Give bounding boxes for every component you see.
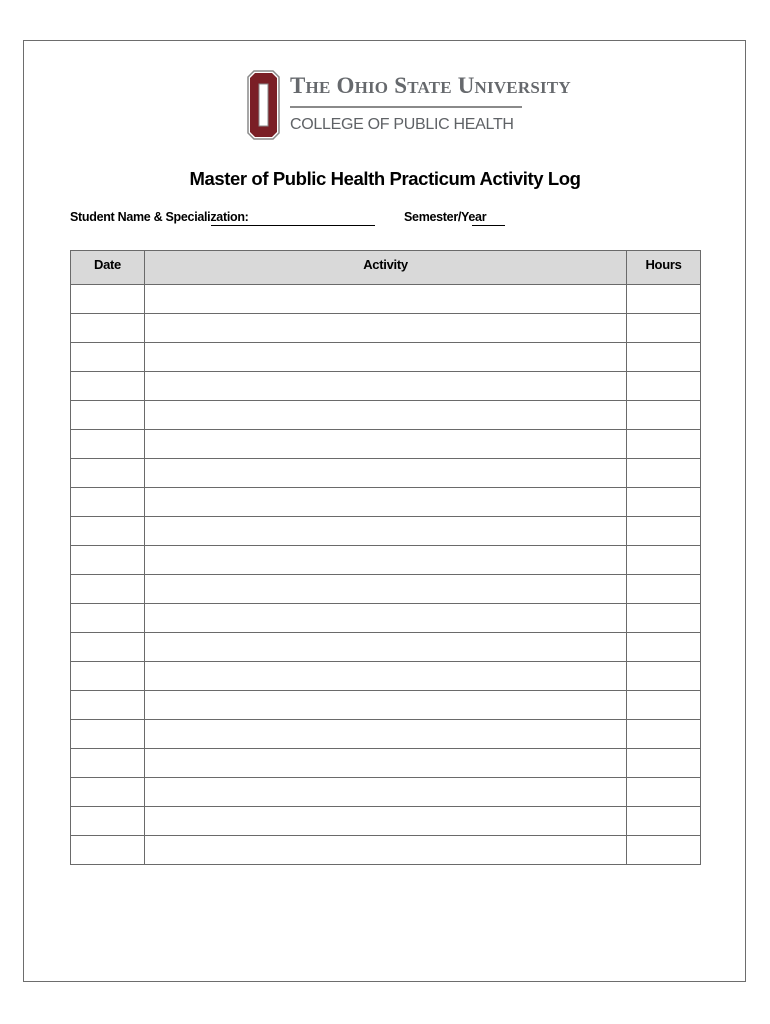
- activity-cell[interactable]: [145, 778, 627, 807]
- date-cell[interactable]: [71, 517, 145, 546]
- activity-cell[interactable]: [145, 575, 627, 604]
- hours-cell[interactable]: [627, 488, 701, 517]
- column-header-activity: Activity: [145, 251, 627, 285]
- hours-cell[interactable]: [627, 372, 701, 401]
- column-header-date: Date: [71, 251, 145, 285]
- table-row: [71, 662, 701, 691]
- block-o-logo-icon: [247, 70, 280, 140]
- activity-cell[interactable]: [145, 662, 627, 691]
- table-row: [71, 372, 701, 401]
- date-cell[interactable]: [71, 575, 145, 604]
- hours-cell[interactable]: [627, 575, 701, 604]
- hours-cell[interactable]: [627, 633, 701, 662]
- semester-year-field[interactable]: [472, 225, 505, 226]
- table-row: [71, 604, 701, 633]
- hours-cell[interactable]: [627, 720, 701, 749]
- date-cell[interactable]: [71, 633, 145, 662]
- activity-cell[interactable]: [145, 488, 627, 517]
- activity-cell[interactable]: [145, 633, 627, 662]
- table-row: [71, 430, 701, 459]
- hours-cell[interactable]: [627, 314, 701, 343]
- table-row: [71, 778, 701, 807]
- date-cell[interactable]: [71, 401, 145, 430]
- activity-cell[interactable]: [145, 401, 627, 430]
- activity-cell[interactable]: [145, 691, 627, 720]
- hours-cell[interactable]: [627, 343, 701, 372]
- hours-cell[interactable]: [627, 430, 701, 459]
- table-row: [71, 517, 701, 546]
- table-row: [71, 691, 701, 720]
- table-row: [71, 836, 701, 865]
- activity-log-table: [70, 250, 701, 865]
- date-cell[interactable]: [71, 604, 145, 633]
- hours-cell[interactable]: [627, 459, 701, 488]
- activity-cell[interactable]: [145, 459, 627, 488]
- table-row: [71, 720, 701, 749]
- activity-cell[interactable]: [145, 546, 627, 575]
- header-fields: [70, 210, 710, 230]
- table-row: [71, 488, 701, 517]
- table-row: [71, 807, 701, 836]
- date-cell[interactable]: [71, 662, 145, 691]
- hours-cell[interactable]: [627, 285, 701, 314]
- date-cell[interactable]: [71, 807, 145, 836]
- date-cell[interactable]: [71, 314, 145, 343]
- activity-cell[interactable]: [145, 372, 627, 401]
- hours-cell[interactable]: [627, 691, 701, 720]
- date-cell[interactable]: [71, 372, 145, 401]
- table-row: [71, 343, 701, 372]
- activity-cell[interactable]: [145, 343, 627, 372]
- activity-cell[interactable]: [145, 517, 627, 546]
- activity-cell[interactable]: [145, 807, 627, 836]
- hours-cell[interactable]: [627, 662, 701, 691]
- table-header-row: [71, 251, 701, 285]
- date-cell[interactable]: [71, 778, 145, 807]
- date-cell[interactable]: [71, 488, 145, 517]
- university-name: THE OHIO STATE UNIVERSITY: [290, 73, 571, 98]
- semester-year-label: Semester/Year: [404, 210, 487, 224]
- date-cell[interactable]: [71, 459, 145, 488]
- table-row: [71, 546, 701, 575]
- date-cell[interactable]: [71, 720, 145, 749]
- logo-divider: [290, 106, 522, 108]
- activity-cell[interactable]: [145, 430, 627, 459]
- date-cell[interactable]: [71, 691, 145, 720]
- hours-cell[interactable]: [627, 517, 701, 546]
- date-cell[interactable]: [71, 285, 145, 314]
- activity-cell[interactable]: [145, 285, 627, 314]
- hours-cell[interactable]: [627, 749, 701, 778]
- activity-cell[interactable]: [145, 314, 627, 343]
- activity-cell[interactable]: [145, 836, 627, 865]
- hours-cell[interactable]: [627, 604, 701, 633]
- hours-cell[interactable]: [627, 546, 701, 575]
- date-cell[interactable]: [71, 749, 145, 778]
- table-row: [71, 285, 701, 314]
- date-cell[interactable]: [71, 546, 145, 575]
- table-row: [71, 749, 701, 778]
- activity-cell[interactable]: [145, 604, 627, 633]
- date-cell[interactable]: [71, 836, 145, 865]
- date-cell[interactable]: [71, 430, 145, 459]
- college-name: COLLEGE OF PUBLIC HEALTH: [290, 116, 514, 133]
- table-row: [71, 459, 701, 488]
- activity-cell[interactable]: [145, 749, 627, 778]
- activity-cell[interactable]: [145, 720, 627, 749]
- student-name-label: Student Name & Specialization:: [70, 210, 249, 224]
- document-title: Master of Public Health Practicum Activity Log: [189, 168, 581, 189]
- hours-cell[interactable]: [627, 778, 701, 807]
- hours-cell[interactable]: [627, 836, 701, 865]
- table-row: [71, 575, 701, 604]
- hours-cell[interactable]: [627, 401, 701, 430]
- student-name-field[interactable]: [211, 225, 375, 226]
- hours-cell[interactable]: [627, 807, 701, 836]
- table-row: [71, 401, 701, 430]
- table-row: [71, 633, 701, 662]
- table-row: [71, 314, 701, 343]
- column-header-hours: Hours: [627, 251, 701, 285]
- table-body: [71, 285, 701, 865]
- date-cell[interactable]: [71, 343, 145, 372]
